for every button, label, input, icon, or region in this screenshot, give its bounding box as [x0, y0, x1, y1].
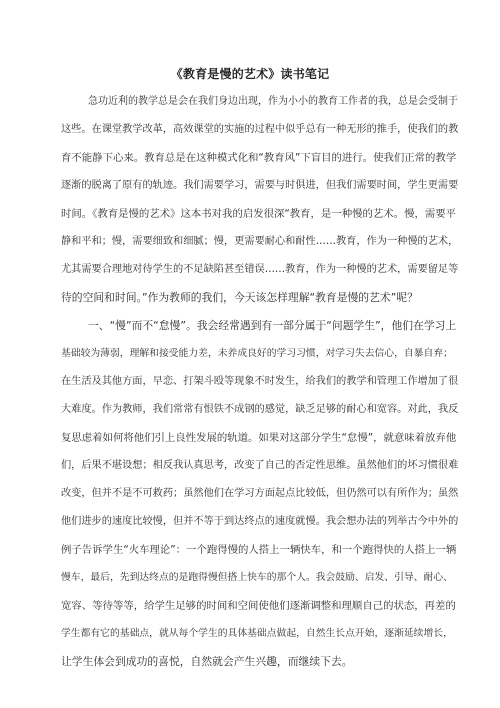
- paragraph-1-line-4: 逐渐的脱离了原有的轨迹。我们需要学习，需要与时俱进，但我们需要时间，学生更需要: [61, 180, 459, 191]
- paragraph-1-line-5: 时间。《教育是慢的艺术》这本书对我的启发很深“教育，是一种慢的艺术。慢，需要平: [61, 208, 457, 220]
- paragraph-2-line-7: 改变，但并不是不可救药；虽然他们在学习方面起点比较低，但仍然可以有所作为；虽然: [61, 488, 459, 499]
- paragraph-2-line-5: 复思虑着如何将他们引上良性发展的轨道。如果对这部分学生“怠慢”，就意味着放弃他: [61, 432, 457, 444]
- paragraph-1-line-3: 育不能静下心来。教育总是在这种模式化和“教育风”下盲目的进行。使我们正常的教学: [61, 152, 457, 164]
- paragraph-2-line-13: 让学生体会到成功的喜悦，自然就会产生兴趣，而继续下去。: [61, 655, 353, 668]
- paragraph-2-line-9: 例子告诉学生“火车理论”：一个跑得慢的人搭上一辆快车，和一个跑得快的人搭上一辆: [61, 544, 457, 556]
- paragraph-2-line-2: 基础较为薄弱，理解和接受能力差，未养成良好的学习习惯，对学习失去信心，自暴自弃；: [61, 348, 453, 359]
- paragraph-2-line-10: 慢车，最后，先到达终点的是跑得慢但搭上快车的那个人。我会鼓励、启发、引导、耐心、: [61, 572, 453, 583]
- paragraph-2-line-1: 一、“慢”而不“怠慢”。我会经常遇到有一部分属于“问题学生”，他们在学习上: [88, 319, 457, 332]
- paragraph-2-line-12: 学生都有它的基础点，就从每个学生的具体基础点做起，自然生长点开始，逐渐延续增长，: [61, 628, 453, 639]
- paragraph-2-line-8: 他们进步的速度比较慢，但并不等于到达终点的速度就慢。我会想办法的列举古今中外的: [61, 516, 459, 527]
- paragraph-1-line-1: 急功近利的教学总是会在我们身边出现，作为小小的教育工作者的我，总是会受制于: [88, 96, 458, 107]
- paragraph-2-line-4: 大难度。作为教师，我们常常有恨铁不成钢的感觉，缺乏足够的耐心和宽容。对此，我反: [61, 404, 459, 415]
- paragraph-1-line-7: 尤其需要合理地对待学生的不足缺陷甚至错误……教育，作为一种慢的艺术，需要留足等: [61, 264, 459, 275]
- paragraph-1-line-2: 这些。在课堂教学改革，高效课堂的实施的过程中似乎总有一种无形的推手，使我们的教: [61, 124, 459, 135]
- paragraph-1-line-6: 静和平和；慢，需要细致和细腻；慢，更需要耐心和耐性……教育，作为一种慢的艺术，: [61, 236, 459, 247]
- paragraph-1-line-8: 待的空间和时间。”作为教师的我们，今天该怎样理解“教育是慢的艺术”呢？: [61, 291, 418, 304]
- document-title: 《教育是慢的艺术》读书笔记: [170, 67, 330, 81]
- paragraph-2-line-11: 宽容、等待等等，给学生足够的时间和空间使他们逐渐调整和理顺自己的状态，再差的: [61, 600, 456, 612]
- paragraph-2-line-3: 在生活及其他方面，早恋、打架斗殴等现象不时发生，给我们的教学和管理工作增加了很: [61, 376, 459, 387]
- paragraph-2-line-6: 们，后果不堪设想；相反我认真思考，改变了自己的否定性思维。虽然他们的坏习惯很难: [61, 460, 459, 471]
